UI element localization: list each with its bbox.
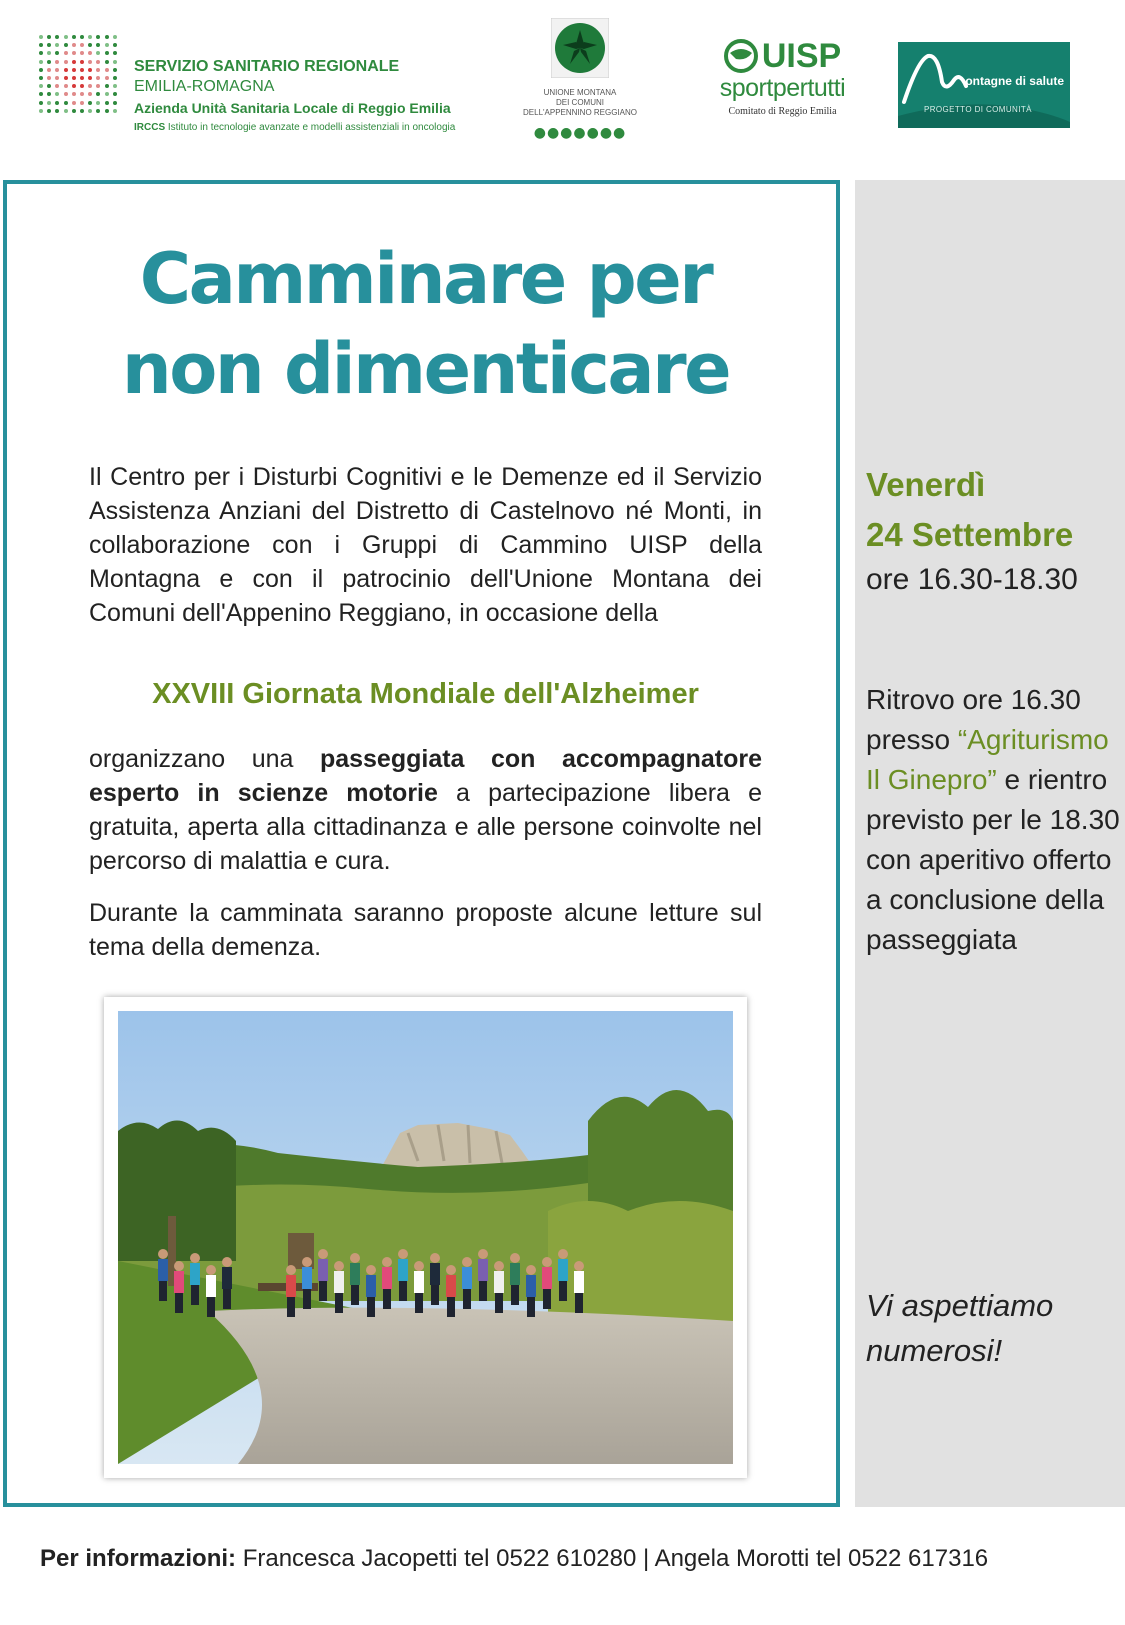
contact-footer <box>40 1545 1110 1573</box>
ssr-dot-grid-icon <box>37 33 119 115</box>
intro-paragraph: Il Centro per i Disturbi Cognitivi e le Demenze ed il Servizio Assistenza Anziani del Distretto di Castelnovo né Monti, in collaborazione con i Gruppi di Cammino UISP della Montagna e con il patrocinio dell'Unione Montana dei Comuni dell'Appenino Reggiano, in occasione della <box>89 463 762 627</box>
closing-line-2: numerosi! <box>866 1333 1003 1368</box>
unione-line-2: DEI COMUNI <box>556 98 604 107</box>
footer-label: Per informazioni: <box>40 1545 237 1572</box>
event-date <box>866 460 1073 560</box>
event-name: XXVIII Giornata Mondiale dell'Alzheimer <box>152 678 699 710</box>
event-day-month: 24 Settembre <box>866 516 1074 553</box>
unione-line-1: UNIONE MONTANA <box>543 88 617 97</box>
ssr-line-2: EMILIA-ROMAGNA <box>134 78 275 95</box>
group-walk-photo <box>104 997 747 1478</box>
footer-contact-1: Francesca Jacopetti tel 0522 610280 <box>242 1545 637 1572</box>
unione-emblem-icon <box>551 18 609 78</box>
main-panel <box>3 180 840 1507</box>
montagne-di-salute-logo <box>898 42 1070 128</box>
title-line-2: non dimenticare <box>121 328 730 410</box>
mds-subtitle: PROGETTO DI COMUNITÀ <box>924 105 1032 114</box>
meeting-info <box>866 680 1121 960</box>
unione-line-3: DELL'APPENNINO REGGIANO <box>523 108 637 117</box>
irccs-label: IRCCS <box>134 122 166 133</box>
uisp-logo <box>705 38 860 138</box>
ssr-line-3: Azienda Unità Sanitaria Locale di Reggio Emilia <box>134 100 451 116</box>
mds-label: ontagne di salute <box>965 74 1064 88</box>
ssr-line-4 <box>134 119 455 137</box>
meeting-place: “Agriturismo Il Ginepro” <box>866 724 1109 795</box>
event-time: ore 16.30-18.30 <box>866 563 1078 596</box>
footer-separator: | <box>642 1545 650 1572</box>
event-weekday: Venerdì <box>866 466 986 503</box>
landscape-photo-image <box>118 1011 733 1464</box>
organize-paragraph <box>89 742 762 878</box>
unione-dots-icon: ●●●●●●● <box>533 125 627 141</box>
readings-paragraph: Durante la camminata saranno proposte alcune letture sul tema della demenza. <box>89 899 762 961</box>
closing-message <box>866 1283 1121 1373</box>
event-details-column <box>855 180 1125 1507</box>
unione-montana-logo <box>515 18 645 148</box>
uisp-mark <box>705 38 860 74</box>
uisp-committee: Comitato di Reggio Emilia <box>728 106 837 117</box>
closing-line-1: Vi aspettiamo <box>866 1288 1054 1323</box>
meeting-post: e rientro previsto per le 18.30 con aperitivo offerto a conclusione della passeggiata <box>866 764 1120 955</box>
organize-pre: organizzano una <box>89 745 320 773</box>
ssr-emilia-romagna-logo <box>37 33 467 143</box>
uisp-tagline: sportpertutti <box>719 74 846 102</box>
organize-highlight: passeggiata con accompagnatore esperto in scienze motorie <box>89 745 762 807</box>
organize-post: a partecipazione libera e gratuita, aperta alla cittadinanza e alle persone coinvolte nel percorso di malattia e cura. <box>89 779 762 875</box>
title-line-1: Camminare per <box>139 238 712 320</box>
uisp-globe-icon <box>724 39 758 73</box>
meeting-pre: Ritrovo ore 16.30 presso <box>866 684 1081 755</box>
unione-text <box>515 88 645 118</box>
ssr-line-1: SERVIZIO SANITARIO REGIONALE <box>134 58 400 75</box>
irccs-description: Istituto in tecnologie avanzate e modelli assistenziali in oncologia <box>167 122 456 133</box>
page-title <box>7 234 844 414</box>
uisp-name: UISP <box>761 37 842 75</box>
footer-contact-2: Angela Morotti tel 0522 617316 <box>654 1545 989 1572</box>
ssr-logo-text <box>134 57 455 137</box>
